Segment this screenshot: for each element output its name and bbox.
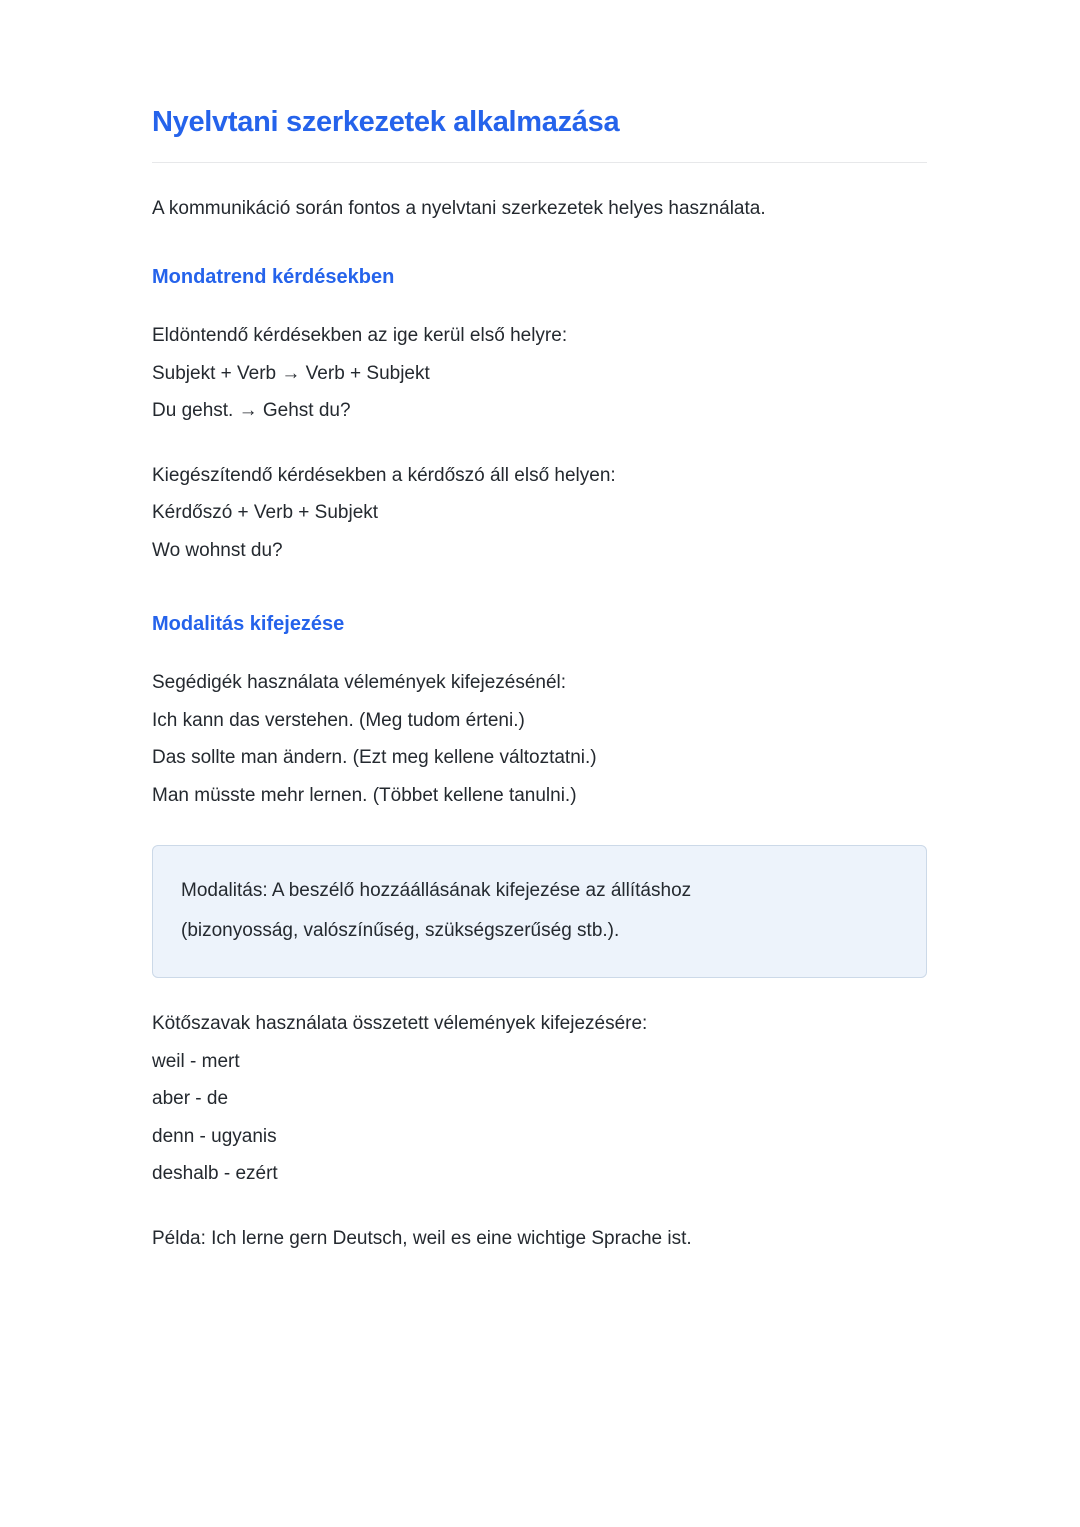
text-line: Man müsste mehr lernen. (Többet kellene tanulni.)	[152, 784, 577, 806]
text-line: Du gehst. → Gehst du?	[152, 400, 351, 421]
modality-definition-callout	[152, 845, 927, 978]
text-line: Ich kann das verstehen. (Meg tudom érteni.)	[152, 709, 525, 731]
text-line: Kiegészítendő kérdésekben a kérdőszó áll első helyen:	[152, 464, 616, 486]
paragraph-block-wh-questions	[152, 457, 927, 570]
callout-text-line: (bizonyosság, valószínűség, szükségszerűség stb.).	[181, 920, 620, 941]
example-paragraph	[152, 1220, 927, 1258]
text-line: denn - ugyanis	[152, 1125, 277, 1147]
title-divider	[152, 162, 927, 163]
paragraph-block-conjunctions	[152, 1005, 927, 1193]
page-title: Nyelvtani szerkezetek alkalmazása	[152, 106, 620, 138]
text-line: Segédigék használata vélemények kifejezésénél:	[152, 672, 567, 693]
text-line: weil - mert	[152, 1050, 240, 1072]
intro-paragraph: A kommunikáció során fontos a nyelvtani szerkezetek helyes használata.	[152, 198, 766, 219]
section-heading-mondatrend: Mondatrend kérdésekben	[152, 266, 395, 288]
paragraph-block-yesno-questions	[152, 317, 927, 430]
section-heading-modalitas: Modalitás kifejezése	[152, 613, 345, 635]
text-line: Kérdőszó + Verb + Subjekt	[152, 502, 379, 523]
text-line: Subjekt + Verb → Verb + Subjekt	[152, 362, 430, 384]
text-line: Eldöntendő kérdésekben az ige kerül első helyre:	[152, 325, 568, 346]
text-line: Das sollte man ändern. (Ezt meg kellene változtatni.)	[152, 747, 597, 768]
text-line: Wo wohnst du?	[152, 539, 283, 561]
text-line: Példa: Ich lerne gern Deutsch, weil es eine wichtige Sprache ist.	[152, 1227, 692, 1249]
text-line: Kötőszavak használata összetett vélemények kifejezésére:	[152, 1013, 648, 1034]
paragraph-block-modal-verbs	[152, 664, 927, 814]
text-line: aber - de	[152, 1088, 229, 1109]
text-line: deshalb - ezért	[152, 1163, 278, 1184]
callout-text-line: Modalitás: A beszélő hozzáállásának kifejezése az állításhoz	[181, 880, 692, 901]
